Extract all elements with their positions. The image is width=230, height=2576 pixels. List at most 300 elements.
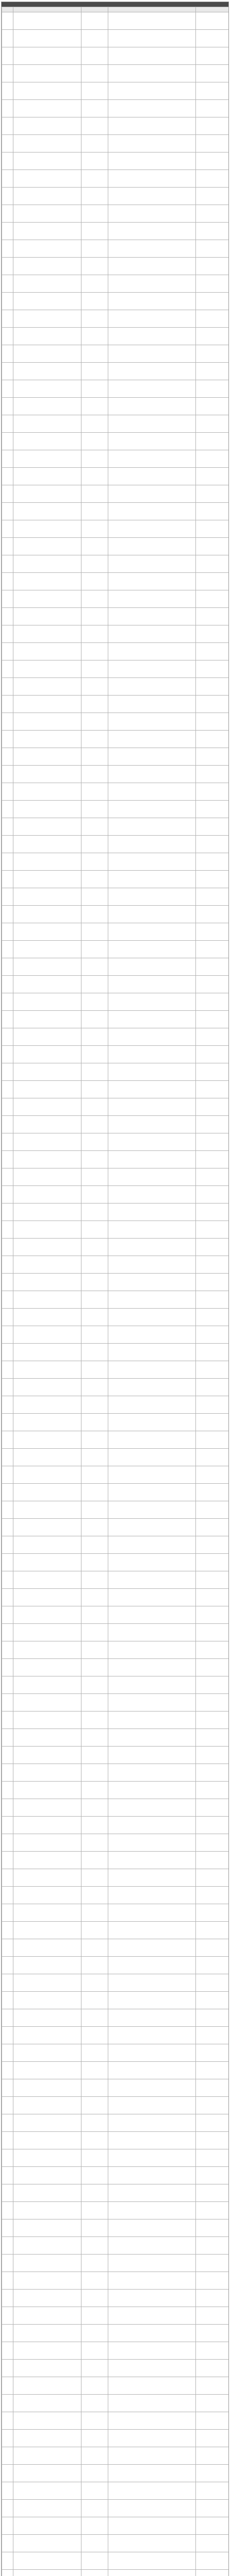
row-number-cell (2, 766, 13, 783)
row-name-cell (13, 258, 81, 275)
row-number-cell (2, 993, 13, 1011)
row-description-cell (108, 2132, 196, 2149)
row-number-cell (2, 310, 13, 328)
table-row (2, 1711, 229, 1729)
row-description-cell (108, 573, 196, 590)
row-name-cell (13, 1344, 81, 1361)
row-value-cell (196, 1326, 229, 1344)
row-value-cell (196, 2412, 229, 2430)
row-number-cell (2, 1011, 13, 1028)
row-value-cell (196, 1484, 229, 1501)
row-code-cell (81, 100, 108, 117)
data-table (2, 7, 229, 2576)
row-code-cell (81, 660, 108, 678)
row-number-cell (2, 783, 13, 801)
row-description-cell (108, 152, 196, 170)
table-row (2, 1571, 229, 1589)
row-number-cell (2, 2342, 13, 2360)
row-description-cell (108, 328, 196, 345)
table-row (2, 1747, 229, 1764)
row-code-cell (81, 871, 108, 888)
row-description-cell (108, 188, 196, 205)
row-description-cell (108, 1449, 196, 1466)
row-value-cell (196, 1974, 229, 1992)
table-row (2, 2237, 229, 2255)
row-number-cell (2, 293, 13, 310)
row-code-cell (81, 625, 108, 643)
row-name-cell (13, 1326, 81, 1344)
row-value-cell (196, 2570, 229, 2576)
row-number-cell (2, 608, 13, 625)
row-number-cell (2, 1992, 13, 2009)
table-row (2, 1659, 229, 1676)
row-description-cell (108, 1519, 196, 1536)
table-row (2, 1834, 229, 1852)
table-row (2, 1536, 229, 1554)
row-value-cell (196, 433, 229, 450)
row-code-cell (81, 731, 108, 748)
row-value-cell (196, 1764, 229, 1782)
row-name-cell (13, 310, 81, 328)
row-number-cell (2, 223, 13, 240)
row-name-cell (13, 82, 81, 100)
row-code-cell (81, 783, 108, 801)
row-number-cell (2, 853, 13, 871)
table-row (2, 188, 229, 205)
row-name-cell (13, 713, 81, 731)
row-number-cell (2, 2097, 13, 2114)
row-number-cell (2, 1939, 13, 1957)
table-row (2, 1782, 229, 1799)
row-name-cell (13, 1133, 81, 1151)
table-row (2, 1589, 229, 1606)
row-value-cell (196, 1028, 229, 1046)
row-code-cell (81, 853, 108, 871)
row-value-cell (196, 100, 229, 117)
row-description-cell (108, 2430, 196, 2447)
row-value-cell (196, 152, 229, 170)
row-value-cell (196, 1414, 229, 1431)
row-code-cell (81, 1256, 108, 1274)
column-header-code (81, 7, 108, 12)
row-number-cell (2, 1659, 13, 1676)
row-code-cell (81, 2517, 108, 2535)
row-code-cell (81, 1414, 108, 1431)
row-code-cell (81, 1992, 108, 2009)
row-description-cell (108, 1133, 196, 1151)
row-description-cell (108, 783, 196, 801)
row-name-cell (13, 275, 81, 293)
row-name-cell (13, 1694, 81, 1711)
row-number-cell (2, 2272, 13, 2290)
row-code-cell (81, 345, 108, 363)
row-code-cell (81, 2342, 108, 2360)
row-description-cell (108, 625, 196, 643)
row-code-cell (81, 1239, 108, 1256)
row-number-cell (2, 82, 13, 100)
column-header-number (2, 7, 13, 12)
row-number-cell (2, 2447, 13, 2465)
row-number-cell (2, 345, 13, 363)
row-code-cell (81, 1747, 108, 1764)
row-number-cell (2, 1414, 13, 1431)
table-row (2, 976, 229, 993)
table-row (2, 2114, 229, 2132)
row-name-cell (13, 783, 81, 801)
row-code-cell (81, 993, 108, 1011)
row-value-cell (196, 1501, 229, 1519)
row-name-cell (13, 1274, 81, 1291)
table-row (2, 2325, 229, 2342)
row-name-cell (13, 2114, 81, 2132)
row-value-cell (196, 65, 229, 82)
row-number-cell (2, 538, 13, 555)
row-name-cell (13, 1939, 81, 1957)
row-value-cell (196, 1641, 229, 1659)
row-name-cell (13, 2500, 81, 2517)
row-description-cell (108, 1869, 196, 1887)
row-code-cell (81, 1098, 108, 1116)
row-number-cell (2, 415, 13, 433)
row-description-cell (108, 1747, 196, 1764)
row-code-cell (81, 1151, 108, 1168)
row-code-cell (81, 2219, 108, 2237)
row-number-cell (2, 65, 13, 82)
row-description-cell (108, 258, 196, 275)
table-row (2, 801, 229, 818)
row-code-cell (81, 1676, 108, 1694)
row-value-cell (196, 2167, 229, 2184)
row-code-cell (81, 2570, 108, 2576)
row-code-cell (81, 380, 108, 398)
row-value-cell (196, 1151, 229, 1168)
row-value-cell (196, 205, 229, 223)
row-description-cell (108, 380, 196, 398)
table-row (2, 2044, 229, 2062)
row-value-cell (196, 2360, 229, 2377)
row-description-cell (108, 503, 196, 520)
row-description-cell (108, 1957, 196, 1974)
row-value-cell (196, 2377, 229, 2395)
table-row (2, 1869, 229, 1887)
table-row (2, 573, 229, 590)
row-value-cell (196, 1834, 229, 1852)
row-number-cell (2, 1239, 13, 1256)
table-row (2, 2570, 229, 2576)
table-row (2, 1256, 229, 1274)
row-value-cell (196, 415, 229, 433)
row-name-cell (13, 1571, 81, 1589)
row-number-cell (2, 660, 13, 678)
row-code-cell (81, 2237, 108, 2255)
row-description-cell (108, 818, 196, 836)
row-code-cell (81, 1852, 108, 1869)
table-row (2, 2360, 229, 2377)
row-name-cell (13, 1431, 81, 1449)
row-name-cell (13, 678, 81, 696)
row-description-cell (108, 1782, 196, 1799)
row-code-cell (81, 1922, 108, 1939)
row-description-cell (108, 1852, 196, 1869)
row-value-cell (196, 188, 229, 205)
row-number-cell (2, 520, 13, 538)
row-value-cell (196, 1239, 229, 1256)
row-name-cell (13, 958, 81, 976)
row-name-cell (13, 223, 81, 240)
row-code-cell (81, 1204, 108, 1221)
row-value-cell (196, 82, 229, 100)
table-row (2, 660, 229, 678)
row-code-cell (81, 258, 108, 275)
row-number-cell (2, 888, 13, 906)
row-number-cell (2, 1694, 13, 1711)
row-code-cell (81, 2360, 108, 2377)
row-description-cell (108, 1764, 196, 1782)
row-description-cell (108, 1011, 196, 1028)
table-row (2, 1624, 229, 1641)
row-number-cell (2, 2395, 13, 2412)
row-description-cell (108, 801, 196, 818)
row-code-cell (81, 2465, 108, 2482)
row-description-cell (108, 2307, 196, 2325)
table-row (2, 2184, 229, 2202)
row-code-cell (81, 2412, 108, 2430)
row-number-cell (2, 1887, 13, 1904)
table-row (2, 520, 229, 538)
row-name-cell (13, 2027, 81, 2044)
row-description-cell (108, 1729, 196, 1747)
row-value-cell (196, 1221, 229, 1239)
row-value-cell (196, 2395, 229, 2412)
row-name-cell (13, 188, 81, 205)
row-number-cell (2, 240, 13, 258)
row-number-cell (2, 2079, 13, 2097)
row-name-cell (13, 1606, 81, 1624)
column-header-name (13, 7, 81, 12)
row-value-cell (196, 1361, 229, 1379)
row-number-cell (2, 2132, 13, 2149)
row-number-cell (2, 1571, 13, 1589)
row-number-cell (2, 1168, 13, 1186)
row-number-cell (2, 1431, 13, 1449)
table-row (2, 608, 229, 625)
table-row (2, 2395, 229, 2412)
table-row (2, 993, 229, 1011)
table-row (2, 223, 229, 240)
table-row (2, 2430, 229, 2447)
row-number-cell (2, 1344, 13, 1361)
row-description-cell (108, 2482, 196, 2500)
row-name-cell (13, 2097, 81, 2114)
row-code-cell (81, 1344, 108, 1361)
row-name-cell (13, 1589, 81, 1606)
row-code-cell (81, 1186, 108, 1204)
table-row (2, 678, 229, 696)
row-description-cell (108, 345, 196, 363)
row-code-cell (81, 538, 108, 555)
table-row (2, 888, 229, 906)
row-code-cell (81, 1782, 108, 1799)
table-row (2, 2009, 229, 2027)
row-value-cell (196, 993, 229, 1011)
table-row (2, 2465, 229, 2482)
row-name-cell (13, 1554, 81, 1571)
row-name-cell (13, 520, 81, 538)
row-name-cell (13, 1519, 81, 1536)
row-description-cell (108, 976, 196, 993)
row-value-cell (196, 976, 229, 993)
row-code-cell (81, 1571, 108, 1589)
row-name-cell (13, 941, 81, 958)
row-number-cell (2, 135, 13, 152)
row-code-cell (81, 1729, 108, 1747)
row-name-cell (13, 240, 81, 258)
row-value-cell (196, 258, 229, 275)
row-number-cell (2, 1046, 13, 1063)
row-number-cell (2, 1747, 13, 1764)
row-description-cell (108, 2465, 196, 2482)
row-number-cell (2, 1151, 13, 1168)
row-value-cell (196, 1291, 229, 1309)
row-name-cell (13, 2430, 81, 2447)
row-code-cell (81, 1396, 108, 1414)
row-description-cell (108, 2079, 196, 2097)
row-code-cell (81, 1711, 108, 1729)
row-name-cell (13, 2062, 81, 2079)
table-body (2, 12, 229, 2576)
row-description-cell (108, 2447, 196, 2465)
row-code-cell (81, 485, 108, 503)
table-row (2, 398, 229, 415)
row-name-cell (13, 152, 81, 170)
row-number-cell (2, 1676, 13, 1694)
row-value-cell (196, 783, 229, 801)
table-row (2, 2219, 229, 2237)
table-row (2, 696, 229, 713)
row-value-cell (196, 240, 229, 258)
row-value-cell (196, 1869, 229, 1887)
row-name-cell (13, 731, 81, 748)
table-row (2, 1011, 229, 1028)
row-name-cell (13, 2307, 81, 2325)
row-number-cell (2, 1028, 13, 1046)
row-name-cell (13, 1729, 81, 1747)
row-code-cell (81, 608, 108, 625)
row-number-cell (2, 1817, 13, 1834)
row-number-cell (2, 258, 13, 275)
table-row (2, 2202, 229, 2219)
row-code-cell (81, 1939, 108, 1957)
row-value-cell (196, 1904, 229, 1922)
row-value-cell (196, 871, 229, 888)
row-description-cell (108, 1291, 196, 1309)
row-description-cell (108, 275, 196, 293)
row-description-cell (108, 1063, 196, 1081)
row-number-cell (2, 12, 13, 30)
row-number-cell (2, 1484, 13, 1501)
row-code-cell (81, 205, 108, 223)
row-code-cell (81, 1799, 108, 1817)
row-number-cell (2, 2517, 13, 2535)
row-name-cell (13, 1641, 81, 1659)
row-value-cell (196, 328, 229, 345)
row-description-cell (108, 1834, 196, 1852)
row-number-cell (2, 1396, 13, 1414)
table-row (2, 1957, 229, 1974)
row-code-cell (81, 2114, 108, 2132)
row-code-cell (81, 170, 108, 188)
row-code-cell (81, 1834, 108, 1852)
row-value-cell (196, 1536, 229, 1554)
row-value-cell (196, 538, 229, 555)
table-row (2, 836, 229, 853)
row-code-cell (81, 1519, 108, 1536)
row-name-cell (13, 888, 81, 906)
row-number-cell (2, 2360, 13, 2377)
row-value-cell (196, 2517, 229, 2535)
table-row (2, 906, 229, 923)
row-value-cell (196, 293, 229, 310)
row-name-cell (13, 380, 81, 398)
row-name-cell (13, 2219, 81, 2237)
row-code-cell (81, 1536, 108, 1554)
row-number-cell (2, 2482, 13, 2500)
row-code-cell (81, 65, 108, 82)
row-description-cell (108, 1046, 196, 1063)
row-number-cell (2, 1204, 13, 1221)
row-description-cell (108, 1659, 196, 1676)
row-number-cell (2, 2465, 13, 2482)
row-value-cell (196, 2184, 229, 2202)
row-name-cell (13, 2465, 81, 2482)
row-code-cell (81, 2290, 108, 2307)
row-description-cell (108, 1571, 196, 1589)
row-description-cell (108, 1606, 196, 1624)
row-description-cell (108, 1274, 196, 1291)
row-description-cell (108, 2377, 196, 2395)
table-row (2, 2342, 229, 2360)
row-name-cell (13, 2447, 81, 2465)
table-row (2, 1344, 229, 1361)
row-name-cell (13, 450, 81, 468)
document-header-bar (2, 2, 228, 7)
row-description-cell (108, 2325, 196, 2342)
row-number-cell (2, 1624, 13, 1641)
row-name-cell (13, 1361, 81, 1379)
row-description-cell (108, 1168, 196, 1186)
table-row (2, 538, 229, 555)
row-number-cell (2, 1641, 13, 1659)
row-description-cell (108, 1361, 196, 1379)
row-value-cell (196, 1571, 229, 1589)
row-description-cell (108, 941, 196, 958)
row-value-cell (196, 1729, 229, 1747)
row-name-cell (13, 1028, 81, 1046)
row-number-cell (2, 1186, 13, 1204)
table-row (2, 1204, 229, 1221)
table-row (2, 871, 229, 888)
row-description-cell (108, 2219, 196, 2237)
row-value-cell (196, 503, 229, 520)
row-name-cell (13, 65, 81, 82)
row-description-cell (108, 958, 196, 976)
table-row (2, 152, 229, 170)
row-number-cell (2, 1554, 13, 1571)
row-description-cell (108, 2360, 196, 2377)
row-value-cell (196, 590, 229, 608)
row-name-cell (13, 1659, 81, 1676)
row-description-cell (108, 1151, 196, 1168)
